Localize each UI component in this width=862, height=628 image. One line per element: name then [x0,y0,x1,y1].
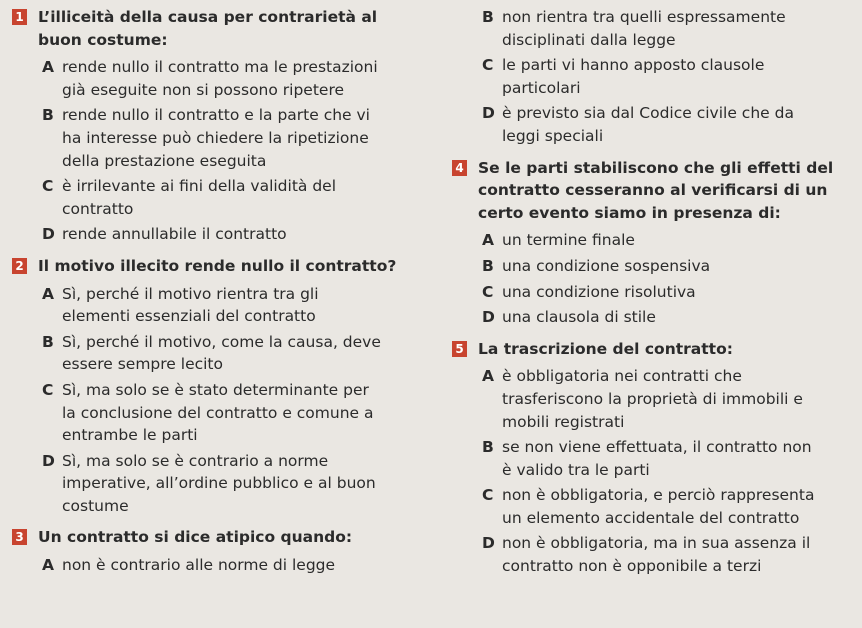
option-letter: A [482,231,494,250]
option-text-line: non è contrario alle norme di legge [62,556,336,575]
option-text-line: già eseguite non si possono ripetere [62,80,345,99]
option-letter: D [482,534,495,553]
question-text-line: contratto cesseranno al verificarsi di un [478,181,828,200]
answer-option-d [452,102,856,147]
option-letter: C [42,380,54,399]
option-letter: D [42,225,55,244]
question-text-line: Un contratto si dice atipico quando: [38,528,353,547]
answer-option-b [452,255,856,278]
option-text-line: Sì, perché il motivo, come la causa, deve [62,332,381,351]
option-letter: D [42,451,55,470]
option-letter: C [482,56,494,75]
question-text-line: Il motivo illecito rende nullo il contratto? [38,256,397,275]
option-letter: D [482,308,495,327]
option-letter: B [42,332,54,351]
option-text-line: non rientra tra quelli espressamente [502,8,786,26]
option-text-line: contratto [62,199,134,218]
option-text-line: un elemento accidentale del contratto [502,508,800,527]
option-text-line: Sì, perché il motivo rientra tra gli [62,284,319,303]
answer-option-b [452,436,856,481]
question-text-line: buon costume: [38,30,168,49]
question-text [452,338,856,361]
option-text-line: è obbligatoria nei contratti che [502,367,742,386]
question-number-badge: 1 [12,9,27,25]
answer-option-c [452,54,856,99]
option-text-line: leggi speciali [502,126,604,145]
option-text-line: elementi essenziali del contratto [62,307,316,326]
option-text-line: rende annullabile il contratto [62,225,287,244]
option-text-line: della prestazione eseguita [62,151,267,170]
option-text-line: una clausola di stile [502,308,656,327]
option-text-line: una condizione risolutiva [502,282,696,301]
answer-option-c [452,484,856,529]
answer-option-a [12,283,430,328]
question-number-badge: 3 [12,529,27,545]
spacer [12,580,430,586]
question-number-badge: 4 [452,160,467,176]
right-column [452,6,856,587]
question-3 [12,526,430,579]
question-text [12,255,430,278]
option-text-line: entrambe le parti [62,426,198,445]
option-text-line: contratto non è opponibile a terzi [502,557,762,576]
option-text-line: mobili registrati [502,412,625,431]
option-text-line: trasferiscono la proprietà di immobili e [502,389,803,408]
spacer [452,581,856,587]
answer-option-a [12,56,430,101]
option-letter: B [482,256,494,275]
option-letter: B [42,106,54,125]
question-text [12,6,430,51]
answer-option-a [452,365,856,433]
option-text-line: particolari [502,78,581,97]
option-text-line: se non viene effettuata, il contratto non [502,438,812,457]
option-letter: C [42,177,54,196]
option-text-line: imperative, all’ordine pubblico e al buon [62,474,376,493]
option-text-line: disciplinati dalla legge [502,30,676,49]
option-letter: C [482,282,494,301]
option-text-line: le parti vi hanno apposto clausole [502,56,765,75]
left-column [12,6,430,586]
question-text-line: Se le parti stabiliscono che gli effetti del [478,158,834,177]
answer-option-c [12,175,430,220]
answer-option-b [452,6,856,51]
option-letter: A [482,367,494,386]
option-text-line: è previsto sia dal Codice civile che da [502,104,794,123]
question-2 [12,255,430,521]
option-letter: D [482,104,495,123]
option-letter: B [482,438,494,457]
option-text-line: non è obbligatoria, e perciò rappresenta [502,486,815,505]
option-letter: A [42,556,54,575]
answer-option-d [12,450,430,518]
option-text-line: rende nullo il contratto e la parte che vi [62,106,370,125]
option-letter: B [482,8,494,26]
option-text-line: essere sempre lecito [62,355,223,374]
option-letter: C [482,486,494,505]
option-text-line: Sì, ma solo se è contrario a norme [62,451,329,470]
option-text-line: una condizione sospensiva [502,256,711,275]
answer-option-c [12,379,430,447]
question-text [12,526,430,549]
option-text-line: rende nullo il contratto ma le prestazioni [62,58,378,77]
option-text-line: un termine finale [502,231,635,250]
question-text-line: La trascrizione del contratto: [478,339,733,358]
question-number-badge: 5 [452,341,467,357]
question-text [452,157,856,225]
answer-option-c [452,281,856,304]
question-text-line: certo evento siamo in presenza di: [478,203,781,222]
answer-option-b [12,104,430,172]
option-letter: A [42,284,54,303]
option-text-line: la conclusione del contratto e comune a [62,403,374,422]
answer-option-d [452,306,856,329]
option-text-line: costume [62,496,129,515]
option-text-line: Sì, ma solo se è stato determinante per [62,380,369,399]
option-text-line: non è obbligatoria, ma in sua assenza il [502,534,811,553]
option-text-line: ha interesse può chiedere la ripetizione [62,128,369,147]
option-letter: A [42,58,54,77]
question-4 [452,157,856,332]
question-5 [452,338,856,581]
question-1 [12,6,430,249]
answer-option-d [12,223,430,246]
answer-option-d [452,532,856,577]
question-text-line: L’illiceità della causa per contrarietà al [38,8,378,26]
option-text-line: è irrilevante ai fini della validità del [62,177,337,196]
question-number-badge: 2 [12,258,27,274]
answer-option-b [12,331,430,376]
option-text-line: è valido tra le parti [502,460,650,479]
answer-option-a [12,554,430,577]
answer-option-a [452,229,856,252]
